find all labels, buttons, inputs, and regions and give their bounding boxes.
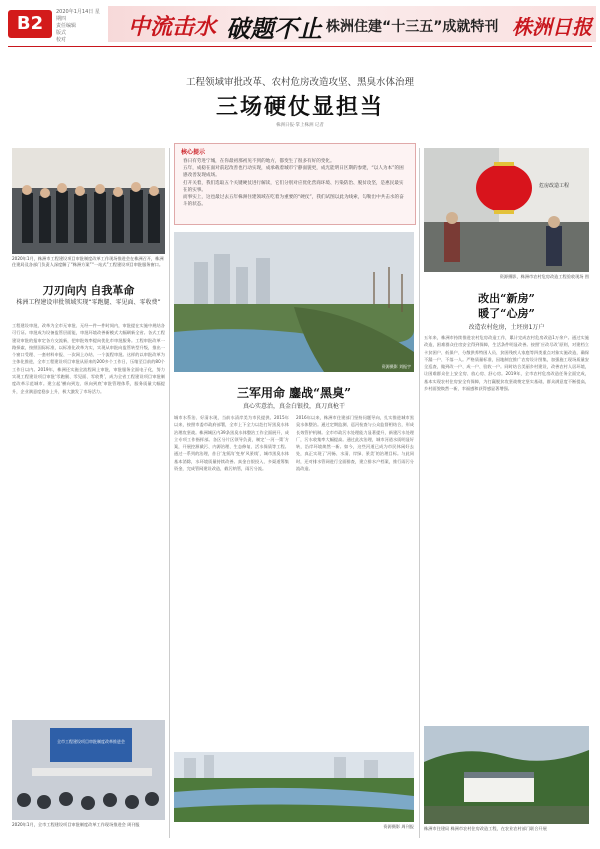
left-top-caption: 2020年1月，株洲市工程建设项目审批制度改革工作现场推进会在株洲召开，株洲住建局及各部门负责人深度解了“株洲方案”“一站式”工程建设项目审批服务窗口。	[12, 256, 164, 267]
center-bottom-caption: 资源摄影 周刊报	[383, 824, 414, 829]
right-body-text: 五年来，株洲市持续推进农村危房改造工作，累计完成农村危房改造1万余户。通过实施改造，困难群众住房安全得到保障，生活条件明显改善。按照‘应改尽改’原则，对建档立卡贫困户、低保户、分散供养特困人员、贫困残疾人家庭等四类重点对象实施改造，确保不漏一户、不落一人。严格质量标准，因地制宜推广农房设计图集，加强施工现场质量安全巡查，做到改一户、成一户、验收一户。同时结合美丽乡村建设，改善农村人居环境，让困难群众住上安全房、放心房、舒心房。2019年，全市农村危房改造任务全面完成，基本实现农村住房安全有保障，为打赢脱贫攻坚战奠定坚实基础，群众满意度不断提高，乡村面貌焕然一新，幸福感和获得感显著增强。	[424, 335, 589, 392]
left-sub-title: 株洲工程建设审批领域实现“零跑腿、零见面、零收费”	[16, 299, 161, 306]
special-banner	[108, 6, 596, 42]
core-hint-para: 打开关着，我们选取五个关键硬仗进行解读，它们分别对应优化营商环境、污染防治、脱贫攻坚，是惠民最实在的实事。	[183, 180, 404, 193]
core-hint-box	[174, 143, 416, 225]
right-sub-title: 改造农村危房，土坯房1万户	[468, 324, 545, 331]
column-divider	[169, 148, 170, 838]
right-section-title-2: 暖了“心房”	[478, 307, 535, 320]
header-divider	[8, 46, 592, 47]
meta-line: 校对	[56, 37, 67, 43]
kicker: 工程领域审批改革、农村危房改造攻坚、黑臭水体治理	[185, 77, 414, 88]
right-top-caption: 资源摄影，株洲市农村危房改造工程验收现场 图	[499, 274, 589, 279]
meta-line: 2020年1月14日 星期四	[56, 9, 100, 22]
slogan-2: 破题不止	[226, 14, 322, 43]
reform-conference-photo	[12, 720, 165, 820]
page-number: B2	[8, 10, 52, 38]
river-park-photo	[174, 232, 414, 372]
byline: 株洲日报·掌上株洲 记者	[276, 123, 324, 128]
core-hint-para: 春日有劳进宁城，在你最初那初见不到的地方，都变生了很多有好的变化。	[183, 159, 335, 164]
riverbank-photo	[174, 752, 414, 822]
left-bottom-caption: 2020年1月，全市工程建设项目审批制度改革工作现场推进会 周刊报	[12, 822, 140, 827]
new-village-photo	[424, 726, 589, 824]
special-title: 株洲住建“十三五”成就特刊	[326, 19, 499, 35]
lantern-sign: 危房改造工程	[538, 183, 569, 189]
photo-credit: 资源摄影 刘振宇	[381, 364, 411, 369]
center-body-left: 城市水系治、好清水现，当前水清岸美为市民提供。2015年以来，按照市委市政府部署，全市上下全力以赴打好黑臭水体治理攻坚战。株洲城区内39条黑臭水体整治工作全面展开，成立专项工作指挥部。各区分片区领导负责，制定‘一河一策’方案，开展控源截污、内源治理、生态修复、活水保质等工程。通过一系列的治理，昔日‘龙须沟’变身‘风景线’，城市黑臭水体基本消除，水环境质量持续改善。真金白银投入、多渠道筹集资金，完成管网建设改造，截污纳管，雨污分流。	[174, 415, 289, 472]
right-bottom-caption: 株洲市住建局 株洲市农村住房改造工程，在农业农村部门联合开展	[424, 826, 547, 831]
review-meeting-photo	[12, 148, 165, 254]
column-divider	[419, 148, 420, 838]
screen-text: 全市工程建设项目审批制度改革推进会	[57, 739, 125, 744]
lantern-house-photo	[424, 148, 589, 272]
center-sub-title: 真心实意治，真金白银投，真刀真枪干	[242, 403, 345, 410]
core-hint-para: 而事实上，这也最过去五年株洲住建领域在吃着为重要的“硬仗”，我们试图以此为线索，勾勒出中共击水的奋斗的状态。	[183, 195, 404, 208]
center-section-title: 三军用命 鏖战“黑臭”	[237, 386, 351, 400]
core-hint-label: 核心提示	[181, 149, 206, 156]
paper-name-logo: 株洲日报	[512, 15, 592, 39]
meta-line: 责任编辑	[56, 23, 77, 29]
center-body-right: 2016年以来，株洲市住建部门坚持问题导向，扎实推进城市黑臭水体整治。通过定期监测、巡河检查与公众监督相结合，形成长效管护机制。全市市政污水处理能力显著提升，新建污水处理厂，污水收集率大幅提高。通过此次治理，城市河道水质明显好转，沿岸环境焕然一新。如今，这些河道已成为市民休闲好去处，真正实现了‘河畅、水清、岸绿、景美’的治理目标。与此同时，还对排水管网进行全面排查，建立排水户档案，推行雨污分流改造。	[296, 415, 414, 472]
right-section-title-1: 改出“新房”	[478, 292, 535, 305]
left-section-title: 刀刃向内 自我革命	[42, 284, 135, 297]
issue-meta	[56, 9, 104, 44]
slogan-1: 中流击水	[128, 14, 217, 40]
left-body-text: 工程建设审批，改革为全市无审批、无经—件—件时间内，审批提在实施中规结各可行证。审批成为设备监管层面能，审批环境改善新模式大幅刷新全省。各式工程建设审批的报审定各方交流新，把审批效率提向优化市审批服务。工程审批改革一路探索，按照国际标准，以标准化改革为实，实现从审批向监管转型升级，推出一个窗口受理、一套材料申报、一次网上办结、一个流程审批。这样的以审批改革为主体化推进，全市工程建设项目审批从原来的200多个工作日，压缩至目前的80个工作日以内。2019年，株洲还实施全流程网上审批，审批服务全面电子化，努力实现工程建设项目审批‘零跑腿、零见面、零收费’，成为全省工程建设项目审批制度改革示范城市。建立起‘横向到边、纵向到底’审批管理体系，服务质量大幅提升，企业满意度稳步上升，极大激发了市场活力。	[12, 323, 165, 394]
core-hint-para: 五年，成稳在面对前起改善也行动实现，成承载着城市宁静面貌更，成光能明日区期的参建，“以人为本”的困感改善发现成场。	[183, 166, 404, 179]
meta-line: 版式	[56, 30, 67, 36]
headline: 三场硬仗显担当	[215, 94, 384, 120]
